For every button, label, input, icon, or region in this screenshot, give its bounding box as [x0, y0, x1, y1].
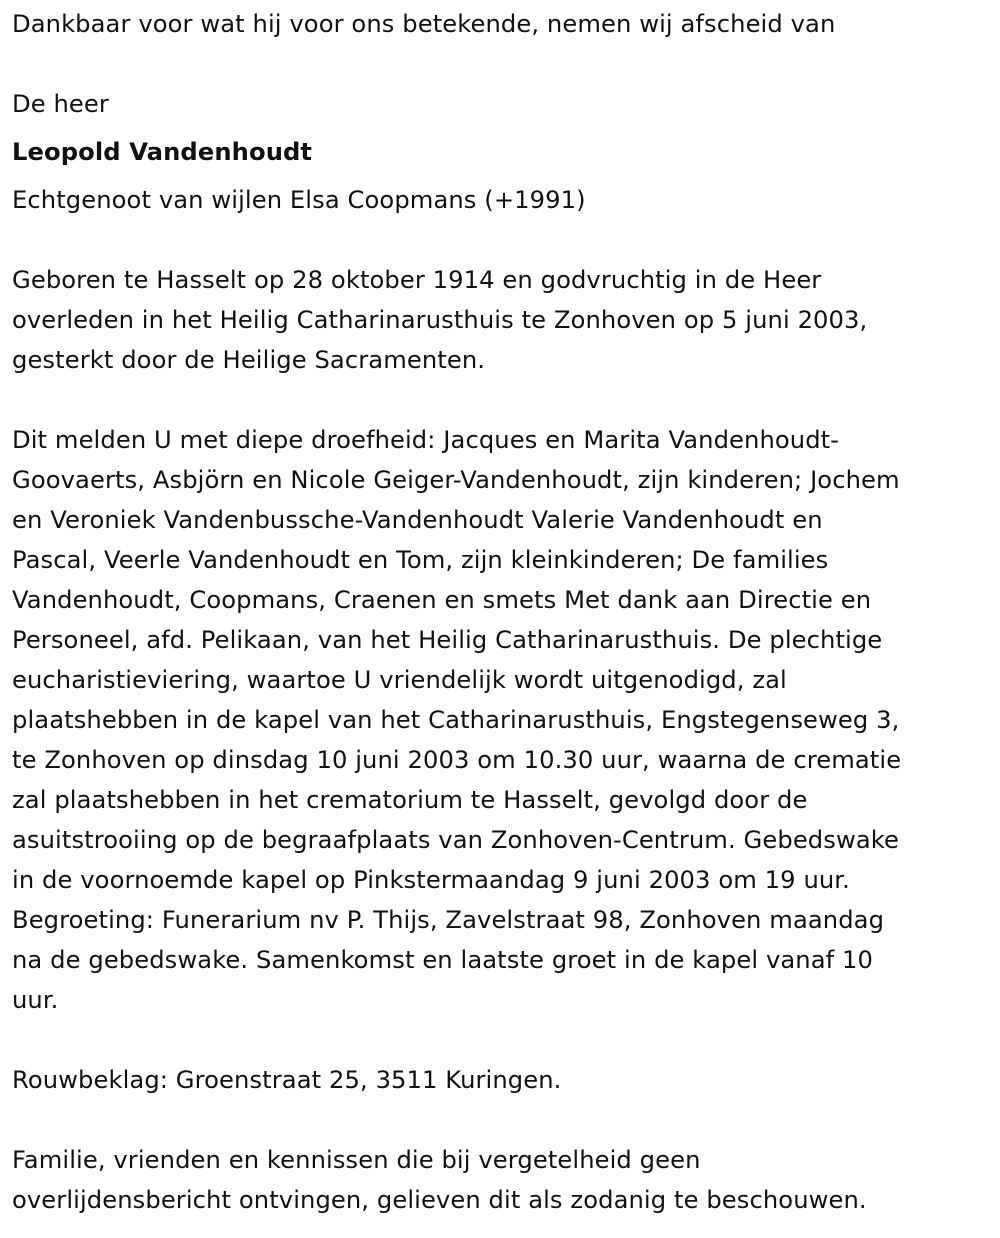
intro-line: Dankbaar voor wat hij voor ons betekende, nemen wij afscheid van [12, 10, 836, 38]
obituary-notice [12, 4, 987, 1220]
birth-death-paragraph: Geboren te Hasselt op 28 oktober 1914 en godvruchtig in de Heer overleden in het Heilig Catharinarusthuis te Zonhoven op 5 juni 2003, gesterkt door de Heilige Sacramenten. [12, 266, 868, 374]
condolence-address: Rouwbeklag: Groenstraat 25, 3511 Kuringen. [12, 1066, 562, 1094]
closing-paragraph: Familie, vrienden en kennissen die bij vergetelheid geen overlijdensbericht ontvingen, gelieven dit als zodanig te beschouwen. [12, 1146, 867, 1214]
salutation: De heer [12, 90, 109, 118]
deceased-name: Leopold Vandenhoudt [12, 138, 313, 166]
announcement-paragraph: Dit melden U met diepe droefheid: Jacques en Marita Vandenhoudt- Goovaerts, Asbjörn en Nicole Geiger-Vandenhoudt, zijn kinderen; Jochem en Veroniek Vandenbussche-Vandenhoudt Valerie Vandenhoudt en Pascal, Veerle Vandenhoudt en Tom, zijn kleinkinderen; De families Vandenhoudt, Coopmans, Craenen en smets Met dank aan Directie en Personeel, afd. Pelikaan, van het Heilig Catharinarusthuis. De plechtige eucharistieviering, waartoe U vriendelijk wordt uitgenodigd, zal plaatshebben in de kapel van het Catharinarusthuis, Engstegenseweg 3, te Zonhoven op dinsdag 10 juni 2003 om 10.30 uur, waarna de crematie zal plaatshebben in het crematorium te Hasselt, gevolgd door de asuitstrooiing op de begraafplaats van Zonhoven-Centrum. Gebedswake in de voornoemde kapel op Pinkstermaandag 9 juni 2003 om 19 uur. Begroeting: Funerarium nv P. Thijs, Zavelstraat 98, Zonhoven maandag na de gebedswake. Samenkomst en laatste groet in de kapel vanaf 10 uur. [12, 426, 902, 1014]
spouse-line: Echtgenoot van wijlen Elsa Coopmans (+1991) [12, 186, 586, 214]
